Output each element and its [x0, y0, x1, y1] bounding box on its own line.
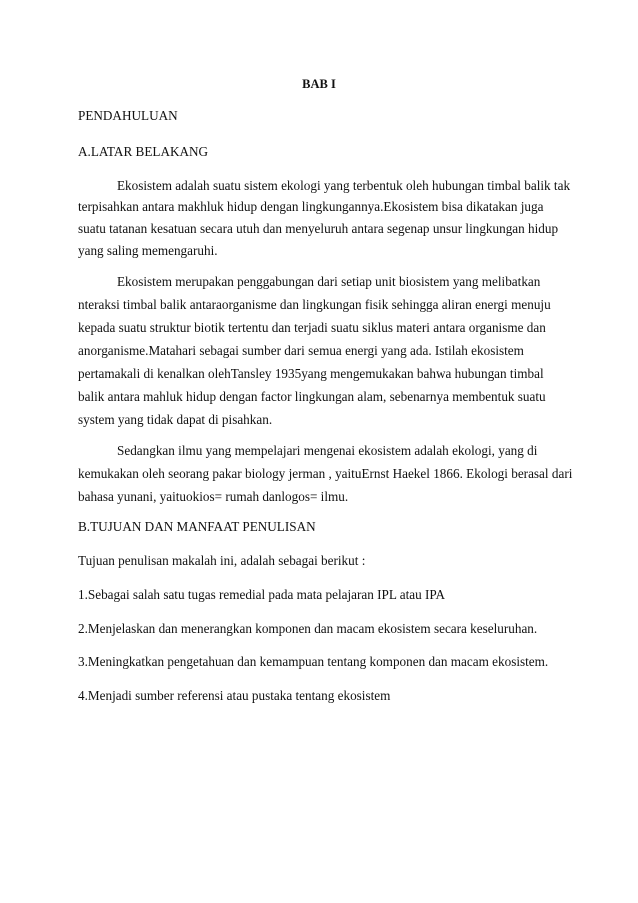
paragraph-line: Ekosistem adalah suatu sistem ekologi yang terbentuk oleh hubungan timbal balik tak: [117, 178, 571, 193]
chapter-number: BAB I: [302, 77, 336, 91]
chapter-title: PENDAHULUAN: [78, 108, 178, 123]
purpose-item: 4.Menjadi sumber referensi atau pustaka tentang ekosistem: [78, 688, 391, 703]
section-heading-background: A.LATAR BELAKANG: [78, 144, 209, 159]
paragraph-line: yang saling memengaruhi.: [78, 243, 218, 258]
paragraph-line: nteraksi timbal balik antaraorganisme dan lingkungan fisik sehingga aliran energi menuju: [78, 297, 551, 312]
paragraph-line: terpisahkan antara makhluk hidup dengan lingkungannya.Ekosistem bisa dikatakan juga: [78, 199, 544, 214]
paragraph-line: pertamakali di kenalkan olehTansley 1935yang mengemukakan bahwa hubungan timbal: [78, 366, 544, 381]
paragraph-line: kepada suatu struktur biotik tertentu dan terjadi suatu siklus materi antara organisme dan: [78, 320, 546, 335]
paragraph-line: Sedangkan ilmu yang mempelajari mengenai ekosistem adalah ekologi, yang di: [117, 443, 538, 458]
paragraph-line: system yang tidak dapat di pisahkan.: [78, 412, 273, 427]
paragraph-line: kemukakan oleh seorang pakar biology jerman , yaituErnst Haekel 1866. Ekologi berasal dari: [78, 466, 573, 481]
purpose-item: 3.Meningkatkan pengetahuan dan kemampuan tentang komponen dan macam ekosistem.: [78, 654, 549, 669]
section-heading-purpose: B.TUJUAN DAN MANFAAT PENULISAN: [78, 519, 316, 534]
paragraph-line: anorganisme.Matahari sebagai sumber dari semua energi yang ada. Istilah ekosistem: [78, 343, 524, 358]
paragraph-line: balik antara mahluk hidup dengan factor lingkungan alam, sebenarnya membentuk suatu: [78, 389, 546, 404]
paragraph-line: Ekosistem merupakan penggabungan dari setiap unit biosistem yang melibatkan: [117, 274, 541, 289]
purpose-item: 2.Menjelaskan dan menerangkan komponen dan macam ekosistem secara keseluruhan.: [78, 621, 538, 636]
purpose-intro: Tujuan penulisan makalah ini, adalah sebagai berikut :: [78, 553, 366, 568]
purpose-item: 1.Sebagai salah satu tugas remedial pada mata pelajaran IPL atau IPA: [78, 587, 446, 602]
paragraph-line: bahasa yunani, yaituokios= rumah danlogos= ilmu.: [78, 489, 349, 504]
paragraph-line: suatu tatanan kesatuan secara utuh dan menyeluruh antara segenap unsur lingkungan hidup: [78, 221, 559, 236]
